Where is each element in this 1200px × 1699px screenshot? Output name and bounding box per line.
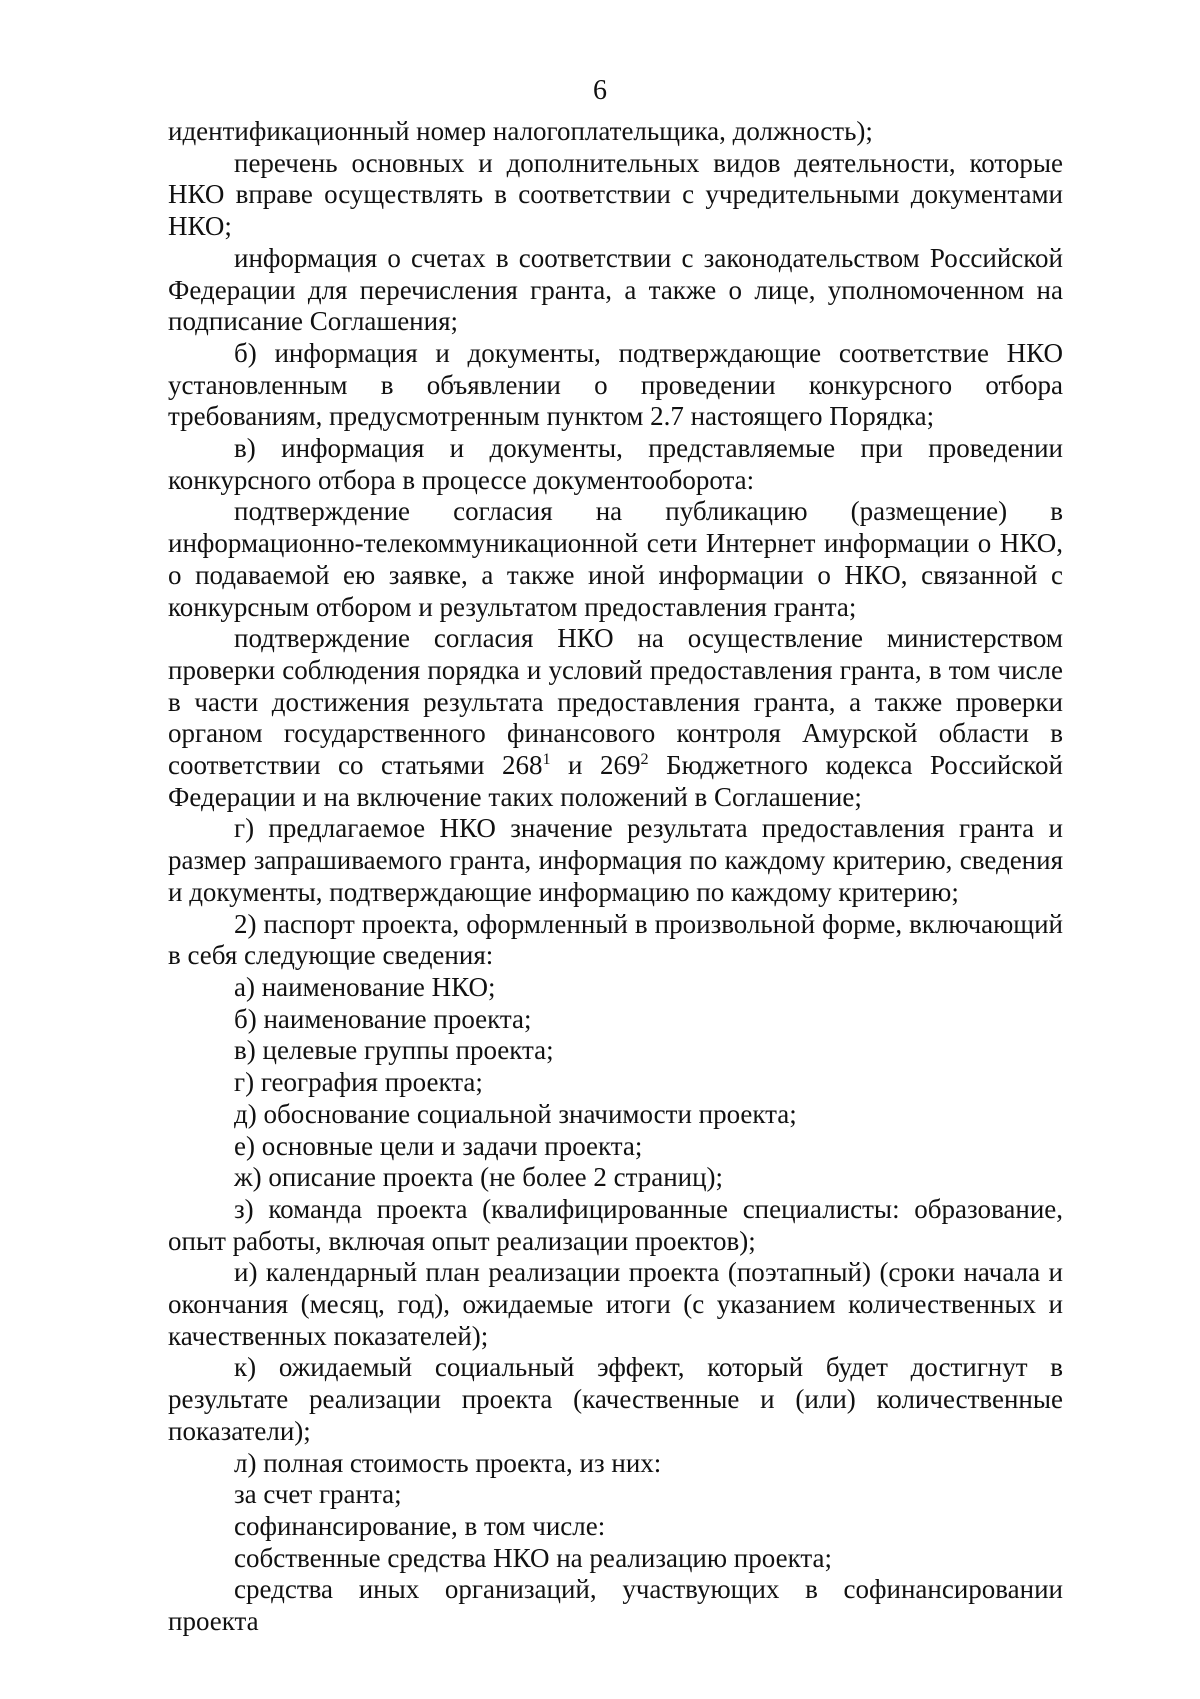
list-item-d: д) обоснование социальной значимости проекта;	[234, 1098, 797, 1129]
inspection-consent-text-c: Бюджетного кодекса Российской Федерации и на включение таких положений в Соглашение;	[168, 750, 1063, 812]
list-item-v: в) целевые группы проекта;	[234, 1035, 554, 1066]
list-item-g: г) география проекта;	[234, 1067, 483, 1098]
superscript-1: 1	[542, 750, 551, 769]
list-item-e: е) основные цели и задачи проекта;	[234, 1130, 643, 1161]
paragraph-account-info: информация о счетах в соответствии с законодательством Российской Федерации для перечисления гранта, а также о лице, уполномоченном на подписание Соглашения;	[168, 242, 1063, 337]
cost-cofinancing: софинансирование, в том числе:	[234, 1510, 606, 1541]
inspection-consent-text-a: подтверждение согласия НКО на осуществление министерством проверки соблюдения порядка и условий предоставления гранта, в том числе в части достижения результата предоставления гранта, а также проверки органом государственного финансового контроля Амурской области в соответствии со статьями 268	[168, 623, 1063, 781]
list-item-b: б) наименование проекта;	[234, 1003, 532, 1034]
list-item-l: л) полная стоимость проекта, из них:	[234, 1447, 662, 1478]
paragraph-publication-consent: подтверждение согласия на публикацию (размещение) в информационно-телекоммуникационной сети Интернет информации о НКО, о подаваемой ею заявке, а также иной информации о НКО, связанной с конкурсным отбором и результатом предоставления гранта;	[168, 496, 1063, 622]
cost-own-funds: собственные средства НКО на реализацию проекта;	[234, 1542, 832, 1573]
cost-grant: за счет гранта;	[234, 1479, 402, 1510]
list-item-k: к) ожидаемый социальный эффект, который будет достигнут в результате реализации проекта (качественные и (или) количественные показатели);	[168, 1352, 1063, 1446]
paragraph-item-b: б) информация и документы, подтверждающие соответствие НКО установленным в объявлении о проведении конкурсного отбора требованиям, предусмотренным пунктом 2.7 настоящего Порядка;	[168, 337, 1063, 432]
paragraph-project-passport: 2) паспорт проекта, оформленный в произвольной форме, включающий в себя следующие сведения:	[168, 908, 1063, 971]
superscript-2: 2	[640, 750, 649, 769]
paragraph-activity-list: перечень основных и дополнительных видов деятельности, которые НКО вправе осуществлять в соответствии с учредительными документами НКО;	[168, 147, 1063, 242]
paragraph-item-g: г) предлагаемое НКО значение результата предоставления гранта и размер запрашиваемого гранта, информация по каждому критерию, сведения и документы, подтверждающие информацию по каждому критерию;	[168, 813, 1063, 907]
inspection-consent-text-b: и 269	[550, 750, 641, 781]
page-number: 6	[593, 75, 607, 106]
document-body	[168, 116, 1063, 1638]
list-item-z: з) команда проекта (квалифицированные специалисты: образование, опыт работы, включая опыт реализации проектов);	[168, 1193, 1063, 1256]
list-item-zh: ж) описание проекта (не более 2 страниц);	[234, 1162, 724, 1193]
paragraph-item-v: в) информация и документы, представляемые при проведении конкурсного отбора в процессе документооборота:	[168, 433, 1063, 495]
list-item-a: а) наименование НКО;	[234, 971, 496, 1002]
cost-other-orgs: средства иных организаций, участвующих в софинансировании проекта	[168, 1574, 1063, 1637]
paragraph-taxpayer-id: идентификационный номер налогоплательщика, должность);	[168, 116, 873, 146]
list-item-i: и) календарный план реализации проекта (поэтапный) (сроки начала и окончания (месяц, год), ожидаемые итоги (с указанием количественных и качественных показателей);	[168, 1257, 1063, 1351]
paragraph-inspection-consent	[168, 623, 1063, 813]
